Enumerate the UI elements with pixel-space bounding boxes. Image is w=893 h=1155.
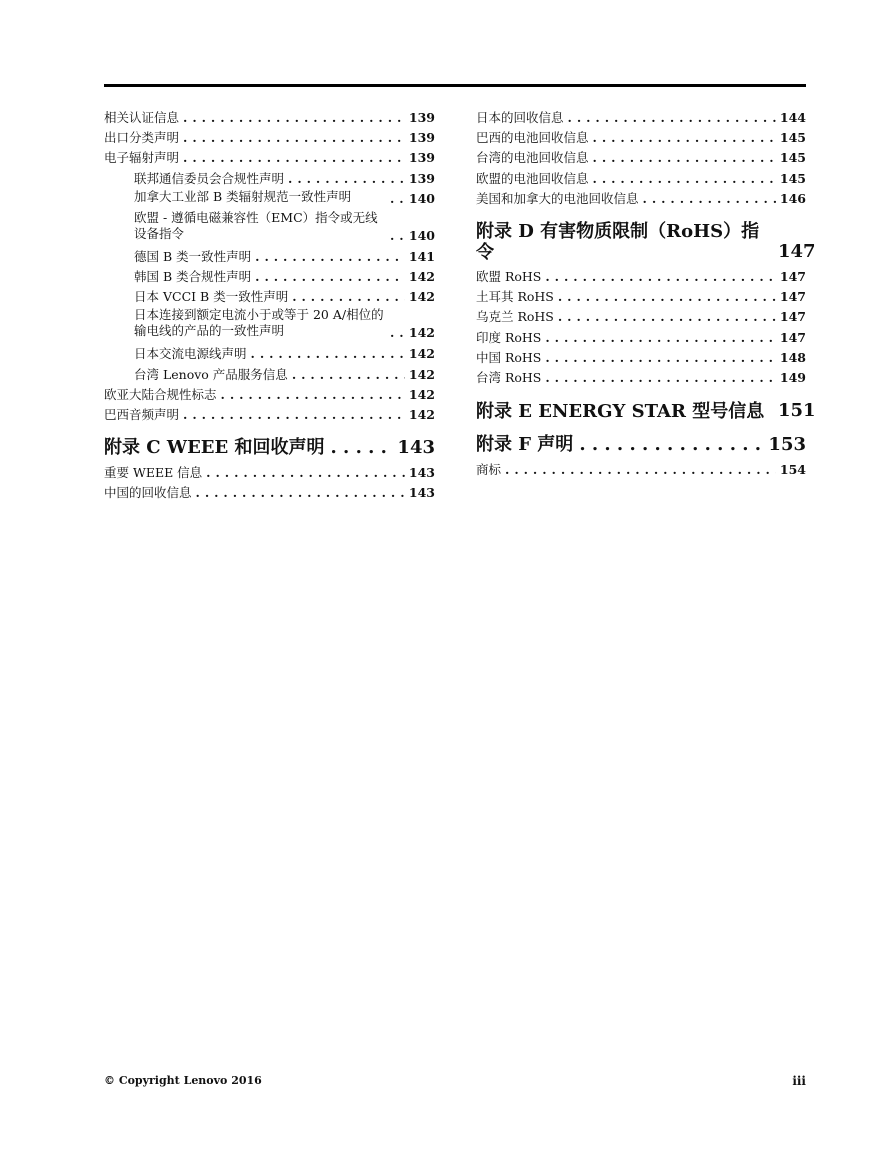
toc-page-number: 154 (779, 462, 806, 478)
toc-entry[interactable] (104, 344, 435, 364)
toc-page-number: 139 (408, 150, 435, 166)
toc-entry[interactable] (476, 108, 806, 128)
dot-leader (593, 128, 776, 148)
toc-entry-label: 台湾 RoHS (476, 370, 542, 386)
toc-page-number: 142 (408, 325, 435, 341)
dot-leader (643, 189, 776, 209)
dot-leader (206, 463, 405, 483)
toc-entry-label: 附录 F 声明 (476, 434, 574, 456)
toc-page-number: 147 (779, 269, 806, 285)
toc-entry-label: 台湾的电池回收信息 (476, 150, 589, 166)
toc-entry-label: 巴西音频声明 (104, 407, 180, 423)
dot-leader (292, 287, 405, 307)
toc-page-number: 147 (778, 241, 816, 263)
toc-page-number: 145 (779, 150, 806, 166)
toc-page-number: 139 (408, 170, 435, 186)
dot-leader (288, 169, 405, 189)
dot-leader (196, 483, 405, 503)
toc-page-number: 143 (408, 465, 435, 481)
toc-entry-label: 土耳其 RoHS (476, 289, 554, 305)
toc-entry-label: 巴西的电池回收信息 (476, 130, 589, 146)
toc-page-number: 148 (779, 349, 806, 365)
dot-leader (390, 228, 405, 244)
top-rule (104, 84, 806, 87)
dot-leader (593, 148, 776, 168)
toc-entry-label: 日本交流电源线声明 (134, 346, 247, 362)
toc-entry-label: 联邦通信委员会合规性声明 (134, 170, 285, 186)
toc-appendix-heading[interactable] (476, 221, 816, 264)
dot-leader (255, 247, 405, 267)
toc-page-number: 146 (779, 190, 806, 206)
toc-page-number: 139 (408, 130, 435, 146)
dot-leader (593, 169, 776, 189)
toc-entry[interactable] (104, 169, 435, 189)
toc-right-column (476, 108, 816, 480)
dot-leader (255, 267, 405, 287)
toc-entry[interactable] (104, 385, 435, 405)
toc-page-number: 151 (778, 400, 816, 422)
toc-entry[interactable] (104, 405, 435, 425)
page-number: iii (792, 1074, 806, 1088)
toc-page-number: 145 (779, 130, 806, 146)
toc-entry-label: 欧盟的电池回收信息 (476, 170, 589, 186)
toc-entry[interactable] (476, 169, 806, 189)
toc-entry-label: 印度 RoHS (476, 329, 542, 345)
toc-entry[interactable] (104, 307, 435, 341)
toc-page-number: 142 (408, 386, 435, 402)
dot-leader (558, 287, 776, 307)
toc-entry[interactable] (104, 463, 435, 483)
toc-page-number: 145 (779, 170, 806, 186)
toc-page-number: 140 (408, 190, 435, 206)
toc-page-number: 142 (408, 289, 435, 305)
toc-page-number: 140 (408, 227, 435, 243)
toc-page-number: 147 (779, 329, 806, 345)
dot-leader (390, 325, 405, 341)
toc-page-number: 144 (779, 110, 806, 125)
toc-page-number: 143 (408, 485, 435, 501)
toc-entry[interactable] (476, 348, 806, 368)
dot-leader (505, 460, 776, 480)
toc-entry[interactable] (476, 368, 806, 388)
toc-entry-label: 欧盟 RoHS (476, 269, 542, 285)
toc-appendix-heading[interactable] (476, 400, 816, 423)
toc-entry-label: 日本的回收信息 (476, 110, 564, 125)
toc-entry[interactable] (104, 189, 435, 207)
dot-leader (183, 148, 405, 168)
toc-entry-label: 附录 D 有害物质限制（RoHS）指令 (476, 221, 760, 264)
toc-entry[interactable] (104, 148, 435, 168)
toc-entry-label: 日本连接到额定电流小于或等于 20 A/相位的输电线的产品的一致性声明 (134, 307, 384, 339)
toc-entry[interactable] (476, 460, 806, 480)
toc-entry-label: 中国的回收信息 (104, 485, 192, 501)
toc-appendix-heading[interactable] (476, 434, 806, 456)
toc-page-number: 142 (408, 269, 435, 285)
toc-page-number: 147 (779, 289, 806, 305)
dot-leader (183, 128, 405, 148)
dot-leader (292, 365, 405, 385)
toc-entry[interactable] (104, 287, 435, 307)
toc-entry-label: 出口分类声明 (104, 130, 180, 146)
toc-page-number: 143 (397, 437, 435, 459)
dot-leader (221, 385, 405, 405)
toc-entry-label: 韩国 B 类合规性声明 (134, 269, 252, 285)
toc-entry-label: 附录 C WEEE 和回收声明 (104, 437, 325, 459)
toc-entry-label: 美国和加拿大的电池回收信息 (476, 190, 639, 206)
toc-page-number: 139 (408, 110, 435, 125)
toc-entry-label: 附录 E ENERGY STAR 型号信息 (476, 401, 765, 423)
toc-page-number: 141 (408, 248, 435, 264)
toc-entry-label: 欧盟 - 遵循电磁兼容性（EMC）指令或无线设备指令 (134, 209, 378, 241)
copyright-notice: © Copyright Lenovo 2016 (104, 1074, 262, 1087)
toc-entry[interactable] (104, 247, 435, 267)
toc-entry-label: 日本 VCCI B 类一致性声明 (134, 289, 289, 305)
toc-entry[interactable] (104, 483, 435, 503)
toc-entry[interactable] (104, 128, 435, 148)
toc-entry-label: 重要 WEEE 信息 (104, 465, 203, 481)
toc-entry-label: 加拿大工业部 B 类辐射规范一致性声明 (134, 188, 352, 204)
toc-entry-label: 德国 B 类一致性声明 (134, 248, 252, 264)
toc-entry[interactable] (104, 108, 435, 128)
dot-leader (331, 437, 392, 459)
toc-entry[interactable] (476, 328, 806, 348)
toc-page-number: 147 (779, 309, 806, 325)
toc-page-number: 142 (408, 346, 435, 362)
toc-entry[interactable] (476, 267, 806, 287)
toc-page-number: 142 (408, 366, 435, 382)
toc-entry[interactable] (104, 267, 435, 287)
toc-entry-label: 台湾 Lenovo 产品服务信息 (134, 366, 288, 382)
toc-left-column (104, 108, 435, 504)
toc-entry-label: 相关认证信息 (104, 110, 180, 125)
toc-entry-label: 中国 RoHS (476, 349, 542, 365)
dot-leader (579, 434, 762, 456)
toc-page-number: 149 (779, 370, 806, 386)
toc-appendix-heading[interactable] (104, 437, 435, 459)
toc-entry[interactable] (476, 148, 806, 168)
toc-entry-label: 欧亚大陆合规性标志 (104, 386, 217, 402)
toc-entry[interactable] (476, 189, 806, 209)
dot-leader (545, 267, 776, 287)
dot-leader (183, 405, 405, 425)
dot-leader (545, 368, 776, 388)
dot-leader (568, 108, 776, 128)
dot-leader (558, 307, 776, 327)
dot-leader (545, 328, 776, 348)
toc-entry[interactable] (104, 210, 435, 244)
dot-leader (183, 108, 405, 128)
toc-entry-label: 乌克兰 RoHS (476, 309, 554, 325)
toc-entry-label: 商标 (476, 462, 502, 478)
toc-entry-label: 电子辐射声明 (104, 150, 180, 166)
toc-page-number: 153 (768, 434, 806, 456)
toc-entry[interactable] (476, 287, 806, 307)
dot-leader (545, 348, 776, 368)
dot-leader (390, 191, 405, 207)
dot-leader (251, 344, 405, 364)
toc-entry[interactable] (476, 307, 806, 327)
toc-entry[interactable] (104, 365, 435, 385)
toc-page-number: 142 (408, 407, 435, 423)
toc-entry[interactable] (476, 128, 806, 148)
